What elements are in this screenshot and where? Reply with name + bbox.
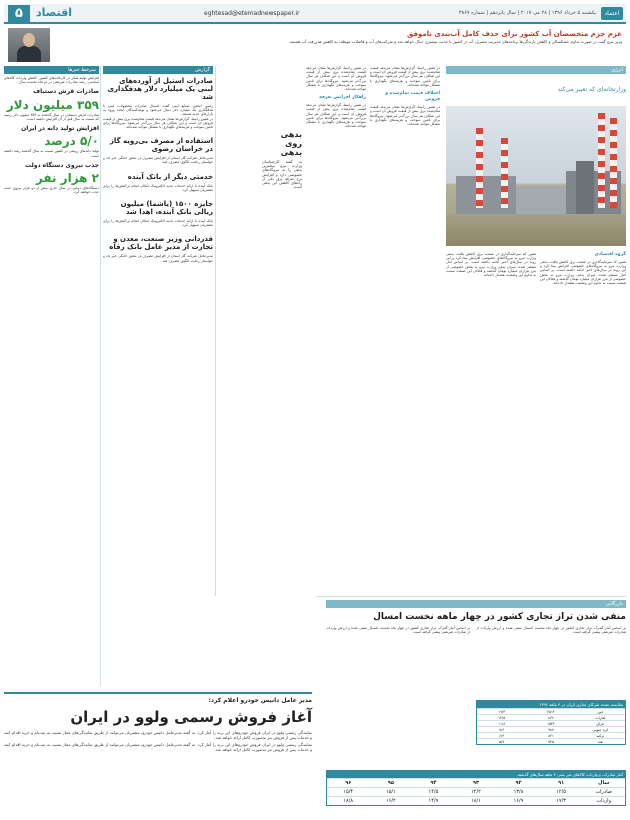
- table-cell: ۱۴/۹: [428, 798, 439, 805]
- table-cell: کره جنوبی: [592, 728, 609, 733]
- table-row: [477, 726, 625, 732]
- table-cell: ۸۲۱: [548, 734, 554, 739]
- table-cell: امارات: [595, 716, 606, 721]
- table-header-cell: ۹۴: [430, 780, 437, 787]
- table-cell: ۹۸۷: [548, 728, 554, 733]
- table-cell: ۱۸۹۰: [547, 716, 555, 721]
- top-strip: [4, 28, 626, 62]
- newspaper-logo: اعتماد: [601, 7, 623, 20]
- trade-stats-table: [326, 770, 626, 806]
- table-cell: ۱۵/۴: [343, 789, 354, 796]
- sidebar-title-1: صادرات فرش دستباف: [33, 88, 99, 96]
- news-h4: جایزه ۱۵۰۰ (یاشما) میلیون ریالی بانک آینده، اهدا شد: [120, 200, 213, 217]
- table-cell: ۱۸/۱: [471, 798, 481, 805]
- main-story-col-1: [540, 252, 626, 285]
- table-cell: ۱۳/۸: [513, 789, 524, 796]
- sidebar-title-3: جذب نیروی دستگاه دولت: [25, 161, 99, 169]
- sidebar: [4, 66, 99, 194]
- table-row: [327, 787, 625, 796]
- table-row: [327, 796, 625, 805]
- news-h2: استفاده از مصرف بی‌رویه گاز در خراسان رضوی: [109, 137, 213, 154]
- main-story-body-1: همین که سرمایه‌گذاری در صنعت برق کاهش یافت، بدهی وزارت نیرو به نیروگاه‌های خصوصی افزایش پیدا کرد و این روند در سال‌های اخیر ادامه داشته است. بر اساس آمار منتشر شده، میزان بدهی وزارت نیرو به بخش خصوصی از مرز هزاران میلیارد تومان گذشته و فعالان این صنعت نسبت به تداوم این وضعیت هشدار داده‌اند.: [540, 260, 626, 286]
- table-header-cell: ۹۲: [515, 780, 522, 787]
- table-cell: ۱۵۴۲: [547, 722, 555, 727]
- page-number: ۵: [8, 5, 30, 22]
- trade-body: بر اساس آمار گمرک، تراز تجاری کشور در چهار ماه نخست امسال منفی شده و ارزش واردات از صادرات غیرنفتی پیشی گرفته است.: [476, 626, 626, 635]
- table-cell: ۱۴/۵: [498, 716, 506, 721]
- main-story-kicker: وزارتخانه‌ای که تغییر می‌کند: [557, 86, 626, 93]
- news-h1: صادرات استیل از آورده‌های لبنی یک میلیارد دلار هدفگذاری شد: [107, 77, 213, 101]
- news-column-tag: گزارش: [103, 66, 213, 74]
- trade-body-2: بر اساس آمار گمرک، تراز تجاری کشور در چهار ماه نخست امسال منفی شده و ارزش واردات از صادرات غیرنفتی پیشی گرفته است.: [326, 626, 470, 635]
- table-cell: هند: [597, 740, 603, 745]
- sidebar-body-3: دستگاه‌های دولتی در سال جاری بیش از دو هزار نیروی جدید جذب خواهند کرد.: [4, 186, 99, 195]
- main-story-tag: انرژی: [446, 66, 626, 74]
- sidebar-title-2: افزایش تولید دانه در ایران: [21, 125, 99, 133]
- sidebar-tag: سرخط خبرها: [4, 66, 99, 74]
- sidebar-number-2: ۵/۰ درصد: [44, 134, 99, 149]
- table-cell: ۱۴/۲: [471, 789, 481, 796]
- table-cell: عراق: [596, 722, 605, 727]
- news-body-2: مدیرعامل شرکت گاز استان از افزایش مصرف در بخش خانگی خبر داد و خواستار رعایت الگوی مصرف شد.: [103, 156, 213, 165]
- volvo-body-2: نمایندگی رسمی ولوو در ایران فروش خودروهای این برند را آغاز کرد. به گفته مدیرعامل دانیس خودرو، مشتریان می‌توانند از طریق نمایندگی‌های مجاز نسبت به ثبت‌نام و خرید اقدام کنند و خدمات پس از فروش نیز به‌صورت کامل ارائه خواهد شد.: [4, 742, 312, 753]
- table-cell: صادرات: [595, 789, 612, 796]
- volvo-title: آغاز فروش رسمی ولوو در ایران: [70, 708, 312, 727]
- table-row: [477, 732, 625, 738]
- mid-story-body-d: در همین راستا، گزارش‌ها نشان می‌دهد قیمت تمام‌شده برق بیش از قیمت فروش آن است و این شکاف هر سال بزرگ‌تر می‌شود. نیروگاه‌ها برای تامین سوخت و هزینه‌های نگهداری با مشکل مواجه شده‌اند.: [306, 103, 366, 129]
- table-cell: ۶/۳: [499, 734, 505, 739]
- news-body-4: بانک آینده با ارائه خدمات جدید الکترونیک امکان انجام تراکنش‌ها را برای مشتریان تسهیل کرد.: [103, 219, 213, 228]
- table-cell: ۱۲/۵: [556, 789, 566, 796]
- volvo-body: نمایندگی رسمی ولوو در ایران فروش خودروهای این برند را آغاز کرد. به گفته مدیرعامل دانیس خودرو، مشتریان می‌توانند از طریق نمایندگی‌های مجاز نسبت به ثبت‌نام و خرید اقدام کنند و خدمات پس از فروش نیز به‌صورت کامل ارائه خواهد شد.: [4, 730, 312, 741]
- table-cell: ۷/۶: [499, 728, 505, 733]
- table-header-cell: ۹۳: [472, 780, 480, 787]
- table-row: [477, 720, 625, 726]
- trade-partners-caption: مقایسه عمده شرکای تجاری ایران در ۴ ماهه ۱۳۹۶: [477, 701, 625, 708]
- table-cell: ۱۶/۲: [385, 798, 396, 805]
- table-header-row: [327, 778, 625, 787]
- trade-tag: بازرگانی: [326, 600, 626, 608]
- mid-subhead-2: راهکار افزایش تعرفه: [319, 95, 366, 101]
- table-cell: ۱۷/۳: [556, 798, 566, 805]
- volvo-story: [4, 692, 312, 816]
- top-headline: عزم جزم متخصصان آب کشور برای حذف کامل آب‌بندی ناموفق: [407, 30, 622, 38]
- page-header: [4, 4, 626, 24]
- table-header-cell: ۹۵: [387, 780, 394, 787]
- trade-partners-table: [476, 700, 626, 745]
- news-body-5: مدیرعامل شرکت گاز استان از افزایش مصرف در بخش خانگی خبر داد و خواستار رعایت الگوی مصرف شد.: [103, 254, 213, 263]
- mid-story-box-text: به گفته کارشناسان وزارت نیرو بیشترین بدهی را به نیروگاه‌های خصوصی دارد و افزایش نرخ تعرفه برق یکی از راه‌های کاهش این بدهی است.: [262, 159, 302, 190]
- table-cell: ۱۱/۸: [498, 722, 506, 727]
- dateline: یکشنبه ۵ خرداد ۱۳۹۶ | ۲۸ می ۲۰۱۷ | سال پانزدهم | شماره ۳۸۶۷: [458, 10, 596, 16]
- mid-story-body-a: در همین راستا، گزارش‌ها نشان می‌دهد قیمت تمام‌شده برق بیش از قیمت فروش آن است و این شکاف هر سال بزرگ‌تر می‌شود. نیروگاه‌ها برای تامین سوخت و هزینه‌های نگهداری با مشکل مواجه شده‌اند.: [370, 66, 440, 87]
- table-header-cell: ۹۶: [345, 780, 352, 787]
- news-body-1b: در همین راستا، گزارش‌ها نشان می‌دهد قیمت تمام‌شده برق بیش از قیمت فروش آن است و این شکاف هر سال بزرگ‌تر می‌شود. نیروگاه‌ها برای تامین سوخت و هزینه‌های نگهداری با مشکل مواجه شده‌اند.: [103, 116, 213, 130]
- table-cell: ۱۹/۳: [498, 710, 506, 715]
- mid-subhead-1: اختلاف قیمت تمام‌شده و فروش: [385, 91, 440, 103]
- news-h5: قدردانی وزیر صنعت، معدن و تجارت از مدیر عامل بانک رفاه: [109, 235, 213, 252]
- section-email[interactable]: eghtesad@etemadnewspaper.ir: [204, 10, 300, 17]
- sidebar-body-1: صادرات فرش دستباف در سال گذشته به ۳۵۹ میلیون دلار رسید که نسبت به سال قبل از آن افزایش داشته است.: [4, 112, 99, 121]
- main-story-byline: گروه اقتصادی: [594, 252, 626, 257]
- table-cell: واردات: [596, 798, 611, 805]
- mid-story-col-a: [370, 66, 440, 126]
- mid-story-col-b: [306, 66, 366, 129]
- table-cell: ۱۸/۸: [343, 798, 354, 805]
- sidebar-bullets: افزایش تولید شکر در کارخانه‌های کشور. کاهش واردات کالاهای اساسی. رشد صادرات غیرنفتی در دو ماه نخست سال.: [4, 76, 99, 85]
- mid-story-body-b: در همین راستا، گزارش‌ها نشان می‌دهد قیمت تمام‌شده برق بیش از قیمت فروش آن است و این شکاف هر سال بزرگ‌تر می‌شود. نیروگاه‌ها برای تامین سوخت و هزینه‌های نگهداری با مشکل مواجه شده‌اند.: [370, 105, 440, 126]
- sidebar-body-2: تولید دانه‌های روغنی در کشور نسبت به سال گذشته رشد داشته است.: [4, 149, 99, 158]
- main-story-body-2: همین که سرمایه‌گذاری در صنعت برق کاهش یافت، بدهی وزارت نیرو به نیروگاه‌های خصوصی افزایش پیدا کرد و این روند در سال‌های اخیر ادامه داشته است. بر اساس آمار منتشر شده، میزان بدهی وزارت نیرو به بخش خصوصی از مرز هزاران میلیارد تومان گذشته و فعالان این صنعت نسبت به تداوم این وضعیت هشدار داده‌اند.: [446, 252, 536, 278]
- trade-story: [326, 600, 626, 635]
- top-lead: وزیر نیرو گفت در صورت تداوم خشکسالی و کاهش بارندگی‌ها برنامه‌های مدیریت مصرف آب در کشور با جدیت بیشتری دنبال خواهد شد و شرکت‌های آب و فاضلاب موظف به کاهش هدررفت آب هستند.: [288, 39, 622, 44]
- section-title: اقتصاد: [36, 6, 73, 19]
- table-row: [477, 708, 625, 714]
- news-body-1: رئیس انجمن صنایع لبنی گفت امسال صادرات محصولات لبنی با هدفگذاری یک میلیارد دلار دنبال می‌شود و تولیدکنندگان آماده ورود به بازارهای جدید هستند.: [103, 104, 213, 117]
- table-cell: ۲۵۱۴: [547, 710, 555, 715]
- news-h3: خدمتی دیگر از بانک آینده: [127, 172, 213, 181]
- mid-story-box: [262, 130, 302, 189]
- table-cell: ۱۶/۹: [513, 798, 524, 805]
- table-header-cell: ۹۱: [558, 780, 565, 787]
- mid-story-title: بدهی روی بدهی: [280, 130, 302, 157]
- news-column: [103, 66, 213, 263]
- trade-title: منفی شدن تراز تجاری کشور در چهار ماهه نخست امسال: [373, 612, 626, 622]
- volvo-subtitle: مدیر عامل دانیس خودرو اعلام کرد:: [208, 697, 312, 704]
- sidebar-number-1: ۳۵۹ میلیون دلار: [6, 97, 99, 112]
- news-body-3: بانک آینده با ارائه خدمات جدید الکترونیک امکان انجام تراکنش‌ها را برای مشتریان تسهیل کرد.: [103, 183, 213, 192]
- table-cell: ترکیه: [596, 734, 605, 739]
- minister-portrait: [8, 28, 50, 62]
- main-story-col-2: [446, 252, 536, 277]
- table-cell: ۷۴۵: [548, 740, 554, 745]
- table-header-cell: سال: [598, 780, 610, 787]
- power-plant-photo: [446, 106, 626, 246]
- table-cell: ۵/۷: [499, 740, 505, 745]
- table-row: [477, 738, 625, 744]
- table-cell: ۱۴/۵: [428, 789, 439, 796]
- table-row: [477, 714, 625, 720]
- table-cell: ۱۵/۱: [385, 789, 396, 796]
- table-cell: چین: [597, 710, 604, 715]
- mid-story-body-c: در همین راستا، گزارش‌ها نشان می‌دهد قیمت تمام‌شده برق بیش از قیمت فروش آن است و این شکاف هر سال بزرگ‌تر می‌شود. نیروگاه‌ها برای تامین سوخت و هزینه‌های نگهداری با مشکل مواجه شده‌اند.: [306, 66, 366, 92]
- trade-stats-caption: آمار صادرات و واردات کالاهای غیر نفتی ۴ ماهه سال‌های گذشته: [327, 771, 625, 778]
- sidebar-number-3: ۲ هزار نفر: [35, 170, 99, 185]
